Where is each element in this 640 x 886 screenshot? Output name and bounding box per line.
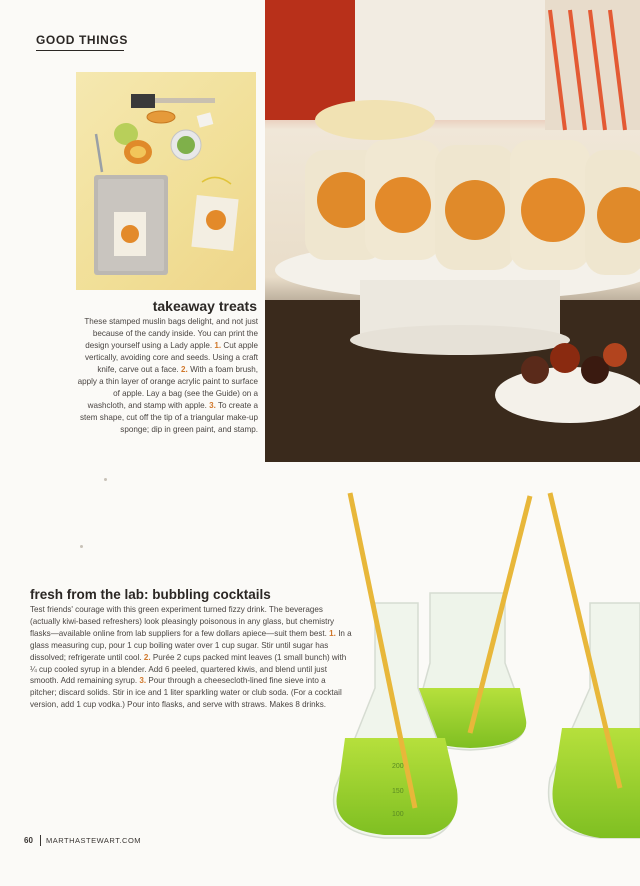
website-link[interactable]: MARTHASTEWART.COM	[46, 836, 142, 845]
flask-drinks-illustration	[300, 488, 640, 881]
cocktails-step-1-number: 1.	[329, 628, 336, 638]
section-rule	[36, 50, 124, 51]
pumpkin-bags-photo	[265, 0, 640, 462]
flask-drinks-photo	[300, 488, 640, 881]
cocktails-title: fresh from the lab: bubbling cocktails	[30, 587, 271, 602]
footer-separator	[40, 835, 41, 846]
takeaway-step-3-number: 3.	[209, 401, 216, 410]
decorative-dot	[104, 478, 107, 481]
cocktails-step-2: Purée 2 cups packed mint leaves (1 small bunch) with ¼ cup cooled syrup in a blender. Add 6 peeled, quartered kiwis, and blend until just smooth. Add remaining syrup.	[30, 652, 347, 686]
takeaway-step-1: Cut apple vertically, avoiding core and seeds. Using a craft knife, carve out a face.	[84, 341, 258, 374]
cocktails-intro: Test friends' courage with this green experiment turned fizzy drink. The beverages (actually kiwi-based refreshers) look pleasingly poisonous in any glass, but chemistry flasks—available online from lab suppliers for a few dollars apiece—suit them best.	[30, 605, 335, 638]
craft-supplies-illustration	[76, 72, 256, 290]
craft-supplies-photo	[76, 72, 256, 290]
flask-mark-200: 200	[392, 763, 404, 770]
takeaway-step-2-number: 2.	[181, 365, 188, 374]
cocktails-step-3: Pour through a cheesecloth-lined fine sieve into a pitcher; discard solids. Stir in ice and 1 liter sparkling water or club soda. (For a cocktail version, add 1 cup vodka.) Pour into flasks, and serve with straws. Makes 8 drinks.	[30, 676, 342, 710]
takeaway-title: takeaway treats	[152, 298, 257, 314]
decorative-dot	[80, 545, 83, 548]
takeaway-intro: These stamped muslin bags delight, and not just because of the candy inside. You can print the design yourself using a Lady apple.	[84, 317, 258, 350]
cocktails-step-3-number: 3.	[139, 676, 147, 686]
takeaway-step-2: With a foam brush, apply a thin layer of orange acrylic paint to surface of apple. Lay a bag (see the Guide) on a washcloth, and stamp with apple.	[77, 365, 258, 410]
page-number: 60	[24, 836, 33, 845]
flask-mark-150: 150	[392, 788, 404, 795]
pumpkin-bags-illustration	[265, 0, 640, 462]
cocktails-step-1: In a glass measuring cup, pour 1 cup boiling water over 1 cup sugar. Stir until sugar has dissolved; refrigerate until cool.	[30, 628, 352, 662]
cocktails-step-2-number: 2.	[143, 652, 151, 662]
flask-mark-100: 100	[392, 811, 404, 818]
takeaway-body	[76, 316, 258, 436]
takeaway-step-3: To create a stem shape, cut off the tip of a triangular make-up sponge; dip in green paint, and stamp.	[79, 401, 258, 434]
section-label: GOOD THINGS	[36, 33, 128, 47]
takeaway-step-1-number: 1.	[214, 341, 222, 350]
